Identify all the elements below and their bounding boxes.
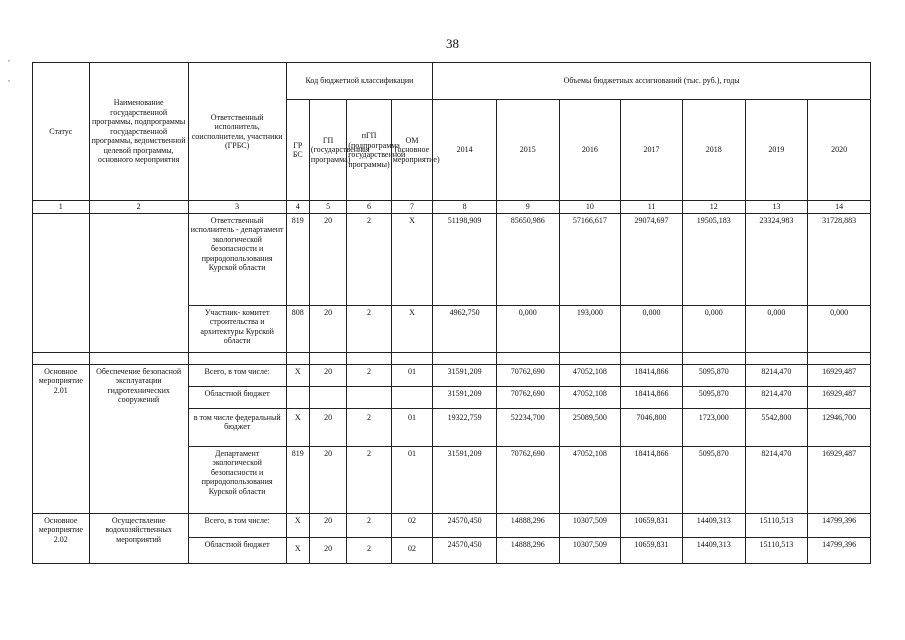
table-row bbox=[33, 513, 871, 537]
value-cell: 70762,690 bbox=[496, 386, 559, 408]
header-pgp: пГП (подпрограмма государственной программы) bbox=[347, 100, 391, 201]
value-cell: 5542,800 bbox=[745, 408, 808, 446]
responsible-cell: Ответственный исполнитель - департамент экологической безопасности и природопользования Курской области bbox=[188, 213, 286, 305]
column-number: 6 bbox=[347, 201, 391, 214]
value-cell: 16929,487 bbox=[808, 446, 871, 513]
column-number: 2 bbox=[89, 201, 188, 214]
gp-cell bbox=[309, 386, 346, 408]
name-cell: Осуществление водохозяйственных мероприятий bbox=[89, 513, 188, 563]
value-cell: 52234,700 bbox=[496, 408, 559, 446]
value-cell: 12946,700 bbox=[808, 408, 871, 446]
gp-cell: 20 bbox=[309, 408, 346, 446]
om-cell: 01 bbox=[391, 446, 432, 513]
pgp-cell: 2 bbox=[347, 446, 391, 513]
responsible-cell: в том числе федеральный бюджет bbox=[188, 408, 286, 446]
header-budget-classification: Код бюджетной классификации bbox=[286, 63, 433, 100]
value-cell: 14799,396 bbox=[808, 537, 871, 563]
value-cell: 47052,108 bbox=[559, 364, 621, 386]
value-cell: 5095,870 bbox=[682, 364, 745, 386]
status-cell bbox=[33, 213, 90, 352]
header-year: 2016 bbox=[559, 100, 621, 201]
gp-cell: 20 bbox=[309, 446, 346, 513]
value-cell: 0,000 bbox=[682, 305, 745, 352]
header-volumes: Объемы бюджетных ассигнований (тыс. руб.), годы bbox=[433, 63, 871, 100]
pgp-cell: 2 bbox=[347, 537, 391, 563]
om-cell: 02 bbox=[391, 537, 432, 563]
value-cell: 0,000 bbox=[496, 305, 559, 352]
value-cell: 16929,487 bbox=[808, 364, 871, 386]
column-number: 3 bbox=[188, 201, 286, 214]
grbs-cell: X bbox=[286, 513, 309, 537]
value-cell: 47052,108 bbox=[559, 446, 621, 513]
value-cell: 31591,209 bbox=[433, 446, 497, 513]
value-cell: 10307,509 bbox=[559, 537, 621, 563]
om-cell: X bbox=[391, 305, 432, 352]
value-cell: 8214,470 bbox=[745, 364, 808, 386]
value-cell: 31591,209 bbox=[433, 386, 497, 408]
grbs-cell: X bbox=[286, 364, 309, 386]
grbs-cell: 819 bbox=[286, 213, 309, 305]
value-cell: 14409,313 bbox=[682, 537, 745, 563]
value-cell: 19505,183 bbox=[682, 213, 745, 305]
column-number: 8 bbox=[433, 201, 497, 214]
column-number: 1 bbox=[33, 201, 90, 214]
value-cell: 51198,909 bbox=[433, 213, 497, 305]
value-cell: 15110,513 bbox=[745, 537, 808, 563]
gp-cell: 20 bbox=[309, 537, 346, 563]
responsible-cell: Областной бюджет bbox=[188, 537, 286, 563]
status-cell: Основное мероприятие 2.02 bbox=[33, 513, 90, 563]
pgp-cell: 2 bbox=[347, 408, 391, 446]
header-name: Наименование государственной программы, подпрограммы государственной программы, ведомственной целевой программы, основного мероприятия bbox=[89, 63, 188, 201]
gp-cell: 20 bbox=[309, 213, 346, 305]
grbs-cell bbox=[286, 386, 309, 408]
om-cell: 01 bbox=[391, 364, 432, 386]
column-number: 14 bbox=[808, 201, 871, 214]
table-row bbox=[33, 213, 871, 305]
pgp-cell: 2 bbox=[347, 364, 391, 386]
responsible-cell: Всего, в том числе: bbox=[188, 513, 286, 537]
value-cell: 14409,313 bbox=[682, 513, 745, 537]
value-cell: 5095,870 bbox=[682, 446, 745, 513]
value-cell: 57166,617 bbox=[559, 213, 621, 305]
value-cell: 24570,450 bbox=[433, 513, 497, 537]
pgp-cell bbox=[347, 386, 391, 408]
header-responsible: Ответственный исполнитель, соисполнители, участники (ГРБС) bbox=[188, 63, 286, 201]
gp-cell: 20 bbox=[309, 305, 346, 352]
value-cell: 70762,690 bbox=[496, 364, 559, 386]
responsible-cell: Областной бюджет bbox=[188, 386, 286, 408]
value-cell: 5095,870 bbox=[682, 386, 745, 408]
value-cell: 18414,866 bbox=[621, 364, 683, 386]
page-number: 38 bbox=[446, 36, 459, 51]
gp-cell: 20 bbox=[309, 364, 346, 386]
pgp-cell: 2 bbox=[347, 213, 391, 305]
header-om: ОМ (основное мероприятие) bbox=[391, 100, 432, 201]
value-cell: 10307,509 bbox=[559, 513, 621, 537]
gp-cell: 20 bbox=[309, 513, 346, 537]
header-status: Статус bbox=[33, 63, 90, 201]
pgp-cell: 2 bbox=[347, 513, 391, 537]
value-cell: 47052,108 bbox=[559, 386, 621, 408]
table-row bbox=[33, 364, 871, 386]
value-cell: 70762,690 bbox=[496, 446, 559, 513]
value-cell: 0,000 bbox=[808, 305, 871, 352]
header-year: 2019 bbox=[745, 100, 808, 201]
responsible-cell: Департамент экологической безопасности и природопользования Курской области bbox=[188, 446, 286, 513]
value-cell: 7046,800 bbox=[621, 408, 683, 446]
value-cell: 1723,000 bbox=[682, 408, 745, 446]
value-cell: 193,000 bbox=[559, 305, 621, 352]
name-cell bbox=[89, 213, 188, 352]
column-number: 5 bbox=[309, 201, 346, 214]
om-cell: 02 bbox=[391, 513, 432, 537]
value-cell: 23324,983 bbox=[745, 213, 808, 305]
value-cell: 31591,209 bbox=[433, 364, 497, 386]
grbs-cell: X bbox=[286, 537, 309, 563]
pgp-cell: 2 bbox=[347, 305, 391, 352]
value-cell: 4962,750 bbox=[433, 305, 497, 352]
budget-table bbox=[32, 62, 871, 564]
header-year: 2015 bbox=[496, 100, 559, 201]
column-number: 9 bbox=[496, 201, 559, 214]
grbs-cell: 808 bbox=[286, 305, 309, 352]
name-cell: Обеспечение безопасной эксплуатации гидротехнических сооружений bbox=[89, 364, 188, 513]
value-cell: 18414,866 bbox=[621, 386, 683, 408]
value-cell: 14888,296 bbox=[496, 537, 559, 563]
grbs-cell: 819 bbox=[286, 446, 309, 513]
column-number: 4 bbox=[286, 201, 309, 214]
value-cell: 16929,487 bbox=[808, 386, 871, 408]
value-cell: 0,000 bbox=[621, 305, 683, 352]
responsible-cell: Всего, в том числе: bbox=[188, 364, 286, 386]
value-cell: 24570,450 bbox=[433, 537, 497, 563]
value-cell: 31728,883 bbox=[808, 213, 871, 305]
header-year: 2020 bbox=[808, 100, 871, 201]
value-cell: 10659,831 bbox=[621, 537, 683, 563]
om-cell: X bbox=[391, 213, 432, 305]
column-number: 12 bbox=[682, 201, 745, 214]
om-cell bbox=[391, 386, 432, 408]
value-cell: 14799,396 bbox=[808, 513, 871, 537]
value-cell: 29074,697 bbox=[621, 213, 683, 305]
header-year: 2018 bbox=[682, 100, 745, 201]
value-cell: 8214,470 bbox=[745, 386, 808, 408]
value-cell: 14888,296 bbox=[496, 513, 559, 537]
value-cell: 25089,500 bbox=[559, 408, 621, 446]
value-cell: 15110,513 bbox=[745, 513, 808, 537]
value-cell: 8214,470 bbox=[745, 446, 808, 513]
om-cell: 01 bbox=[391, 408, 432, 446]
column-number: 13 bbox=[745, 201, 808, 214]
header-grbs: ГР БС bbox=[286, 100, 309, 201]
value-cell: 0,000 bbox=[745, 305, 808, 352]
value-cell: 85650,986 bbox=[496, 213, 559, 305]
header-year: 2014 bbox=[433, 100, 497, 201]
header-year: 2017 bbox=[621, 100, 683, 201]
header-gp: ГП (государственная программа) bbox=[309, 100, 346, 201]
margin-mark: , bbox=[8, 74, 10, 83]
grbs-cell: X bbox=[286, 408, 309, 446]
status-cell: Основное мероприятие 2.01 bbox=[33, 364, 90, 513]
column-number: 10 bbox=[559, 201, 621, 214]
margin-mark: , bbox=[8, 54, 10, 63]
responsible-cell: Участник- комитет строительства и архитектуры Курской области bbox=[188, 305, 286, 352]
column-number: 11 bbox=[621, 201, 683, 214]
value-cell: 10659,831 bbox=[621, 513, 683, 537]
value-cell: 19322,759 bbox=[433, 408, 497, 446]
column-number: 7 bbox=[391, 201, 432, 214]
value-cell: 18414,866 bbox=[621, 446, 683, 513]
